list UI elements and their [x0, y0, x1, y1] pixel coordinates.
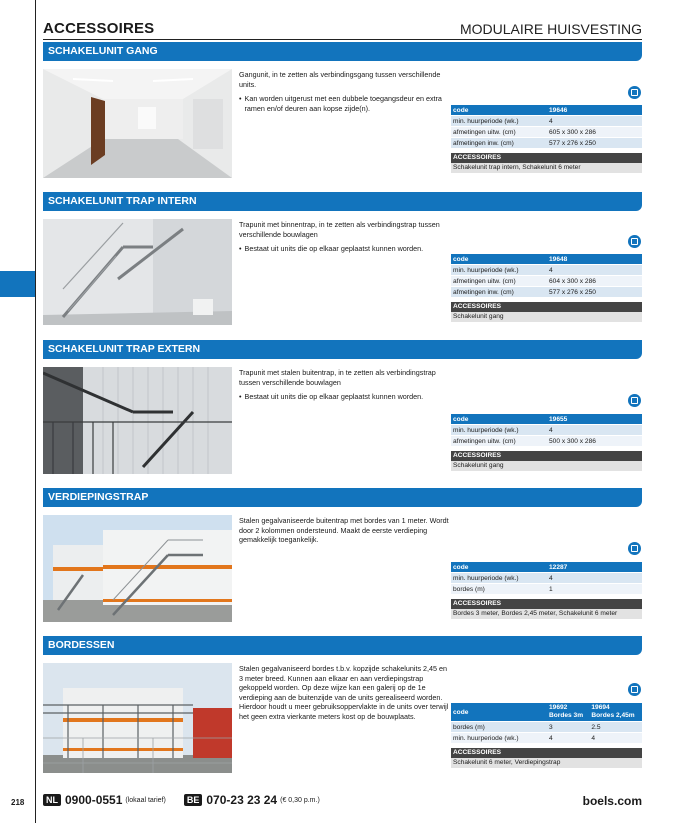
accessories-heading: ACCESSOIRES: [451, 748, 642, 758]
info-icon[interactable]: [628, 394, 641, 407]
section-title: VERDIEPINGSTRAP: [43, 488, 642, 507]
country-badge-be: BE: [184, 794, 203, 806]
table-row: afmetingen uitw. (cm) 605 x 300 x 286: [451, 127, 642, 138]
product-code: 19646: [547, 105, 642, 116]
margin-rule: [35, 0, 36, 823]
description: [239, 516, 451, 550]
accessories-list: Schakelunit 6 meter, Verdiepingstrap: [451, 758, 642, 768]
website-link[interactable]: boels.com: [582, 794, 642, 808]
table-row: min. huurperiode (wk.) 4: [451, 573, 642, 584]
description: [239, 70, 451, 113]
phone-nl[interactable]: 0900-0551: [65, 793, 123, 807]
accessories-heading: ACCESSOIRES: [451, 153, 642, 163]
section-schakelunit-trap-extern: [43, 340, 642, 488]
spec-table: [451, 703, 642, 768]
feature-bullet: • Kan worden uitgerust met een dubbele toegangsdeur en extra ramen en/of deuren aan kopse zijde(n).: [239, 94, 442, 113]
info-icon[interactable]: [628, 542, 641, 555]
info-icon[interactable]: [628, 235, 641, 248]
accessories-list: Schakelunit trap intern, Schakelunit 6 meter: [451, 163, 642, 173]
table-row: min. huurperiode (wk.) 4: [451, 116, 642, 127]
section-verdiepingstrap: [43, 488, 642, 636]
feature-bullet: • Bestaat uit units die op elkaar geplaatst kunnen worden.: [239, 244, 424, 254]
product-name: Bordes 3m: [549, 712, 584, 719]
description-text: Gangunit, in te zetten als verbindingsgang tussen verschillende units.: [239, 70, 441, 89]
product-photo: [43, 219, 232, 325]
product-code: 19655: [547, 414, 642, 425]
table-header-row: code 12287: [451, 562, 642, 573]
table-row: min. huurperiode (wk.) 4: [451, 265, 642, 276]
product-code: 19648: [547, 254, 642, 265]
table-row: min. huurperiode (wk.) 4 4: [451, 733, 642, 744]
table-row: min. huurperiode (wk.) 4: [451, 425, 642, 436]
product-name: Bordes 2,45m: [591, 712, 635, 719]
description-text: Trapunit met stalen buitentrap, in te zetten als verbindingstrap tussen verschillende bouwlagen: [239, 368, 436, 387]
description: [239, 220, 451, 254]
table-header-row: code 19648: [451, 254, 642, 265]
product-photo: [43, 367, 232, 474]
description: [239, 664, 451, 727]
section-bordessen: [43, 636, 642, 784]
description-text: Trapunit met binnentrap, in te zetten als verbindingstrap tussen verschillende bouwlagen: [239, 220, 440, 239]
description-text: Stalen gegalvaniseerd bordes t.b.v. kopzijde schakelunits 2,45 en 3 meter breed. Kunnen aan elkaar en aan verdiepingstrap gekoppeld worden. Op deze wijze kan een galerij op de 1e verdieping aan de buitenzijde van de units gerealiseerd worden. Hierdoor houdt u meer gebruiksoppervlakte in de units over terwijl het geen extra vierkante meters kost op de bouwplaats.: [239, 664, 449, 721]
chapter-tab: [0, 271, 35, 297]
country-badge-nl: NL: [43, 794, 61, 806]
product-code: 12287: [547, 562, 642, 573]
spec-table: [451, 414, 642, 471]
accessories-list: Schakelunit gang: [451, 312, 642, 322]
product-photo: [43, 663, 232, 773]
info-icon[interactable]: [628, 86, 641, 99]
table-header-row: code 19692 Bordes 3m 19694 Bordes 2,45m: [451, 703, 642, 722]
table-row: bordes (m) 1: [451, 584, 642, 595]
phone-nl-note: (lokaal tarief): [125, 796, 166, 804]
accessories-list: Bordes 3 meter, Bordes 2,45 meter, Schakelunit 6 meter: [451, 609, 642, 619]
page-category: ACCESSOIRES: [43, 20, 155, 37]
accessories-heading: ACCESSOIRES: [451, 302, 642, 312]
accessories-heading: ACCESSOIRES: [451, 599, 642, 609]
product-photo: [43, 69, 232, 178]
spec-table: [451, 105, 642, 173]
table-row: afmetingen uitw. (cm) 500 x 300 x 286: [451, 436, 642, 447]
description-text: Stalen gegalvaniseerde buitentrap met bordes van 1 meter. Wordt door 2 kolommen ondersteund. Maakt de eerste verdieping gemakkelijk toegankelijk.: [239, 516, 449, 545]
table-header-row: code 19655: [451, 414, 642, 425]
page-number: 218: [11, 798, 25, 807]
table-header-row: code 19646: [451, 105, 642, 116]
feature-bullet: • Bestaat uit units die op elkaar geplaatst kunnen worden.: [239, 392, 424, 402]
table-row: afmetingen uitw. (cm) 604 x 300 x 286: [451, 276, 642, 287]
section-schakelunit-gang: [43, 42, 642, 192]
table-row: afmetingen inw. (cm) 577 x 276 x 250: [451, 138, 642, 149]
section-title: SCHAKELUNIT TRAP INTERN: [43, 192, 642, 211]
table-row: bordes (m) 3 2.5: [451, 722, 642, 733]
product-code: 19694: [591, 704, 610, 711]
product-photo: [43, 515, 232, 622]
header-rule: [43, 39, 642, 40]
product-code: 19692: [549, 704, 568, 711]
info-icon[interactable]: [628, 683, 641, 696]
section-title: SCHAKELUNIT TRAP EXTERN: [43, 340, 642, 359]
spec-table: [451, 254, 642, 322]
phone-be-note: (€ 0,30 p.m.): [280, 796, 320, 804]
description: [239, 368, 451, 402]
accessories-heading: ACCESSOIRES: [451, 451, 642, 461]
phone-be[interactable]: 070-23 23 24: [206, 793, 278, 807]
table-row: afmetingen inw. (cm) 577 x 276 x 250: [451, 287, 642, 298]
section-schakelunit-trap-intern: [43, 192, 642, 340]
accessories-list: Schakelunit gang: [451, 461, 642, 471]
spec-table: [451, 562, 642, 619]
section-title: SCHAKELUNIT GANG: [43, 42, 642, 61]
section-title: BORDESSEN: [43, 636, 642, 655]
page-chapter: MODULAIRE HUISVESTING: [459, 21, 642, 37]
contact-phones: [43, 793, 320, 807]
